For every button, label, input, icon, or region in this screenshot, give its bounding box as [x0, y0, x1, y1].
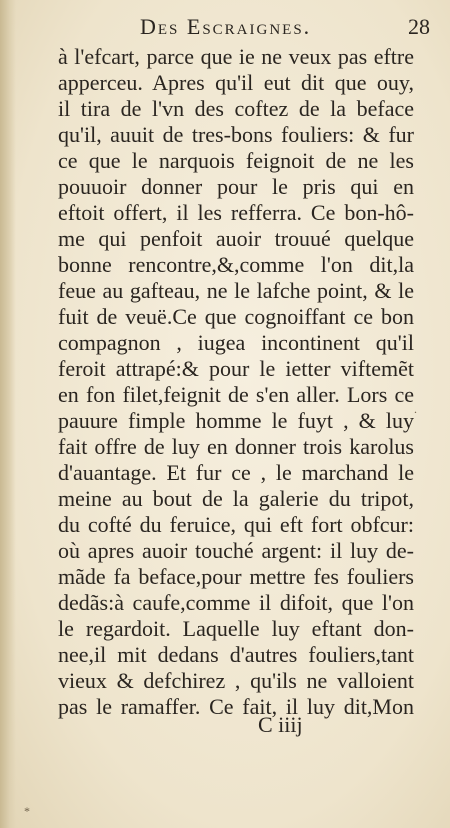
text-line: fait offre de luy en donner trois karolus — [58, 434, 414, 459]
ink-speck: . — [414, 402, 417, 416]
text-line: où apres auoir touché argent: il luy de- — [58, 538, 414, 563]
body-text — [58, 44, 414, 720]
page-header — [140, 14, 430, 44]
text-line: nee,il mit dedans d'autres fouliers,tant — [58, 642, 414, 667]
text-line: à l'efcart, parce que ie ne veux pas eftre — [58, 44, 414, 69]
text-line: feue au gafteau, ne le lafche point, & le — [58, 278, 414, 303]
text-line: meine au bout de la galerie du tripot, — [58, 486, 414, 511]
running-title: Des Escraignes. — [140, 14, 312, 39]
text-line: eftoit offert, il les refferra. Ce bon-hô- — [58, 200, 414, 225]
page-gutter — [0, 0, 16, 828]
ink-speck: * — [24, 804, 30, 818]
text-line: pas le ramaffer. Ce fait, il luy dit,Mon — [58, 694, 414, 719]
text-line: compagnon , iugea incontinent qu'il — [58, 330, 414, 355]
text-line: ce que le narquois feignoit de ne les — [58, 148, 414, 173]
text-line: pauure fimple homme le fuyt , & luy — [58, 408, 414, 433]
text-line: qu'il, auuit de tres-bons fouliers: & fur — [58, 122, 414, 147]
page-number: 28 — [408, 14, 430, 39]
text-line: le regardoit. Laquelle luy eftant don- — [58, 616, 414, 641]
text-line: me qui penfoit auoir trouué quelque — [58, 226, 414, 251]
text-line: feroit attrapé:& pour le ietter viftemẽt — [58, 356, 414, 381]
text-line: d'auantage. Et fur ce , le marchand le — [58, 460, 414, 485]
text-line: il tira de l'vn des coftez de la befaсe — [58, 96, 414, 121]
text-line: mãde fa befaсe,pour mettre fes fouliers — [58, 564, 414, 589]
text-line: dedãs:à caufe,comme il difoit, que l'on — [58, 590, 414, 615]
text-line: vieux & defchirez , qu'ils ne valloient — [58, 668, 414, 693]
text-line: fuit de veuë.Ce que cognoiffant ce bon — [58, 304, 414, 329]
text-line: du cofté du feruice, qui eft fort obfcur: — [58, 512, 414, 537]
signature-mark: C iiij — [258, 712, 303, 737]
text-line: apperceu. Apres qu'il eut dit que ouy, — [58, 70, 414, 95]
text-line: bonne rencontre,&,comme l'on dit,la — [58, 252, 414, 277]
text-line: en fon filet,feignit de s'en aller. Lors ce — [58, 382, 414, 407]
text-line: pouuoir donner pour le pris qui en — [58, 174, 414, 199]
